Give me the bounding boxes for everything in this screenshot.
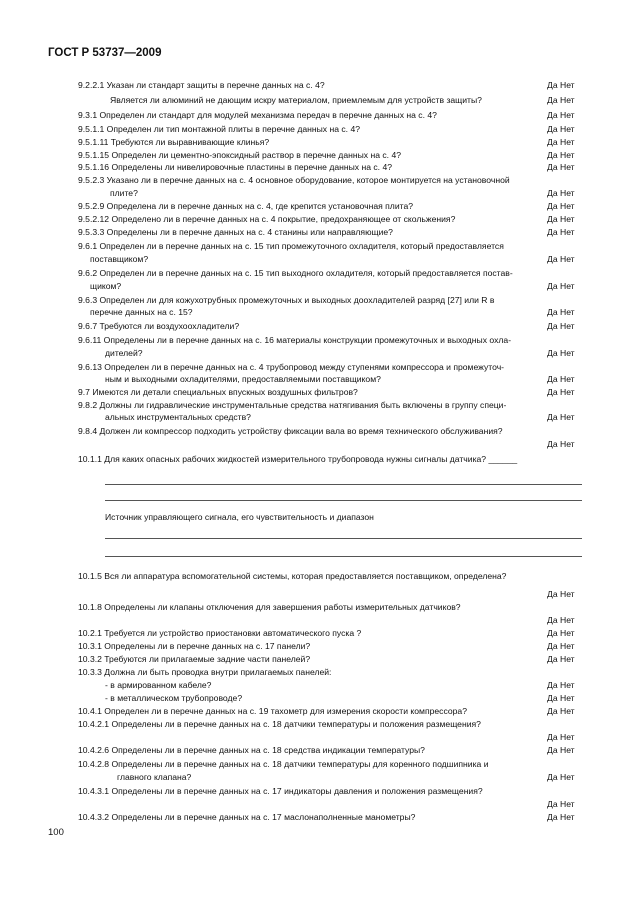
- answer-options: Да Нет: [547, 137, 575, 147]
- document-title: ГОСТ Р 53737—2009: [48, 47, 162, 59]
- item-9-5-2-3: 9.5.2.3 Указано ли в перечне данных на с. 4 основное оборудование, которое монтируется на установочной: [78, 175, 510, 185]
- item-10-3-3-a: - в армированном кабеле?: [105, 680, 212, 690]
- item-9-6-13: 9.6.13 Определен ли в перечне данных на с. 4 трубопровод между ступенями компрессора и промежуточ-: [78, 362, 505, 372]
- item-10-1-5: 10.1.5 Вся ли аппаратура вспомогательной системы, которая предоставляется поставщиком, определена?: [78, 571, 507, 581]
- answer-options: Да Нет: [547, 374, 575, 384]
- item-9-2-2-1-sub: Является ли алюминий не дающим искру материалом, приемлемым для устройств защиты?: [110, 95, 482, 105]
- answer-options: Да Нет: [547, 812, 575, 822]
- item-10-4-1: 10.4.1 Определен ли в перечне данных на с. 19 тахометр для измерения скорости компрессора?: [78, 706, 467, 716]
- item-9-6-1-cont: поставщиком?: [90, 254, 149, 264]
- item-10-3-1: 10.3.1 Определены ли в перечне данных на с. 17 панели?: [78, 641, 311, 651]
- answer-options: Да Нет: [547, 80, 575, 90]
- item-9-6-2: 9.6.2 Определен ли в перечне данных на с. 15 тип выходного охладителя, который предоставляется постав-: [78, 268, 513, 278]
- answer-options: Да Нет: [547, 321, 575, 331]
- item-9-8-2: 9.8.2 Должны ли гидравлические инструментальные средства натягивания быть включены в группу специ-: [78, 400, 507, 410]
- answer-options: Да Нет: [547, 799, 575, 809]
- item-10-2-1: 10.2.1 Требуется ли устройство приостановки автоматического пуска ?: [78, 628, 362, 638]
- item-10-3-3-b: - в металлическом трубопроводе?: [105, 693, 243, 703]
- signal-source-label: Источник управляющего сигнала, его чувствительность и диапазон: [105, 512, 374, 522]
- answer-options: Да Нет: [547, 201, 575, 211]
- item-9-6-1: 9.6.1 Определен ли в перечне данных на с. 15 тип промежуточного охладителя, который предоставляется: [78, 241, 504, 251]
- item-9-5-1-1: 9.5.1.1 Определен ли тип монтажной плиты в перечне данных на с. 4?: [78, 124, 361, 134]
- item-9-6-3: 9.6.3 Определен ли для кожухотрубных промежуточных и выходных доохладителей разряд [27] или R в: [78, 295, 495, 305]
- fill-line[interactable]: [105, 500, 582, 501]
- item-9-5-1-15: 9.5.1.15 Определен ли цементно-эпоксидный раствор в перечне данных на с. 4?: [78, 150, 401, 160]
- item-9-6-13-cont: ным и выходными охладителями, предоставляемыми поставщиком?: [105, 374, 381, 384]
- item-9-2-2-1: 9.2.2.1 Указан ли стандарт защиты в перечне данных на с. 4?: [78, 80, 325, 90]
- item-10-4-3-2: 10.4.3.2 Определены ли в перечне данных на с. 17 маслонаполненные манометры?: [78, 812, 416, 822]
- answer-options: Да Нет: [547, 214, 575, 224]
- answer-options: Да Нет: [547, 732, 575, 742]
- item-10-4-2-8-cont: главного клапана?: [117, 772, 192, 782]
- answer-options: Да Нет: [547, 628, 575, 638]
- fill-line[interactable]: [105, 484, 582, 485]
- answer-options: Да Нет: [547, 412, 575, 422]
- answer-options: Да Нет: [547, 745, 575, 755]
- item-9-6-11-cont: дителей?: [105, 348, 143, 358]
- item-10-3-3: 10.3.3 Должна ли быть проводка внутри прилагаемых панелей:: [78, 667, 332, 677]
- item-9-5-1-11: 9.5.1.11 Требуются ли выравнивающие клинья?: [78, 137, 270, 147]
- item-10-3-2: 10.3.2 Требуются ли прилагаемые задние части панелей?: [78, 654, 311, 664]
- item-9-5-2-9: 9.5.2.9 Определена ли в перечне данных на с. 4, где крепится установочная плита?: [78, 201, 414, 211]
- item-9-6-2-cont: щиком?: [90, 281, 122, 291]
- item-9-3-1: 9.3.1 Определен ли стандарт для модулей механизма передач в перечне данных на с. 4?: [78, 110, 437, 120]
- answer-options: Да Нет: [547, 772, 575, 782]
- item-9-5-2-12: 9.5.2.12 Определено ли в перечне данных на с. 4 покрытие, предохраняющее от скольжения?: [78, 214, 456, 224]
- answer-options: Да Нет: [547, 654, 575, 664]
- answer-options: Да Нет: [547, 706, 575, 716]
- answer-options: Да Нет: [547, 124, 575, 134]
- answer-options: Да Нет: [547, 641, 575, 651]
- answer-options: Да Нет: [547, 348, 575, 358]
- item-9-6-3-cont: перечне данных на с. 15?: [90, 307, 193, 317]
- item-9-8-4: 9.8.4 Должен ли компрессор подходить устройству фиксации вала во время технического обслуживания?: [78, 426, 503, 436]
- item-10-1-8: 10.1.8 Определены ли клапаны отключения для завершения работы измерительных датчиков?: [78, 602, 461, 612]
- answer-options: Да Нет: [547, 227, 575, 237]
- answer-options: Да Нет: [547, 95, 575, 105]
- item-9-7: 9.7 Имеются ли детали специальных впускных воздушных фильтров?: [78, 387, 358, 397]
- item-10-4-2-8: 10.4.2.8 Определены ли в перечне данных на с. 18 датчики температуры для коренного подшипника и: [78, 759, 489, 769]
- item-9-5-3-3: 9.5.3.3 Определены ли в перечне данных на с. 4 станины или направляющие?: [78, 227, 393, 237]
- item-10-4-2-1: 10.4.2.1 Определены ли в перечне данных на с. 18 датчики температуры и положения размещения?: [78, 719, 481, 729]
- fill-line[interactable]: [105, 538, 582, 539]
- answer-options: Да Нет: [547, 254, 575, 264]
- item-9-5-1-16: 9.5.1.16 Определены ли нивелировочные пластины в перечне данных на с. 4?: [78, 162, 393, 172]
- item-9-6-11: 9.6.11 Определены ли в перечне данных на с. 16 материалы конструкции промежуточных и выходных охла-: [78, 335, 512, 345]
- item-9-6-7: 9.6.7 Требуются ли воздухоохладители?: [78, 321, 240, 331]
- item-10-4-2-6: 10.4.2.6 Определены ли в перечне данных на с. 18 средства индикации температуры?: [78, 745, 425, 755]
- item-9-8-2-cont: альных инструментальных средств?: [105, 412, 251, 422]
- item-10-4-3-1: 10.4.3.1 Определены ли в перечне данных на с. 17 индикаторы давления и положения размещения?: [78, 786, 483, 796]
- answer-options: Да Нет: [547, 162, 575, 172]
- item-9-5-2-3-cont: плите?: [110, 188, 138, 198]
- answer-options: Да Нет: [547, 387, 575, 397]
- item-10-1-1: 10.1.1 Для каких опасных рабочих жидкостей измерительного трубопровода нужны сигналы датчика? ______: [78, 454, 518, 464]
- answer-options: Да Нет: [547, 150, 575, 160]
- answer-options: Да Нет: [547, 188, 575, 198]
- answer-options: Да Нет: [547, 439, 575, 449]
- answer-options: Да Нет: [547, 307, 575, 317]
- page-number: 100: [48, 827, 64, 838]
- fill-line[interactable]: [105, 556, 582, 557]
- answer-options: Да Нет: [547, 589, 575, 599]
- answer-options: Да Нет: [547, 615, 575, 625]
- answer-options: Да Нет: [547, 693, 575, 703]
- answer-options: Да Нет: [547, 680, 575, 690]
- answer-options: Да Нет: [547, 110, 575, 120]
- answer-options: Да Нет: [547, 281, 575, 291]
